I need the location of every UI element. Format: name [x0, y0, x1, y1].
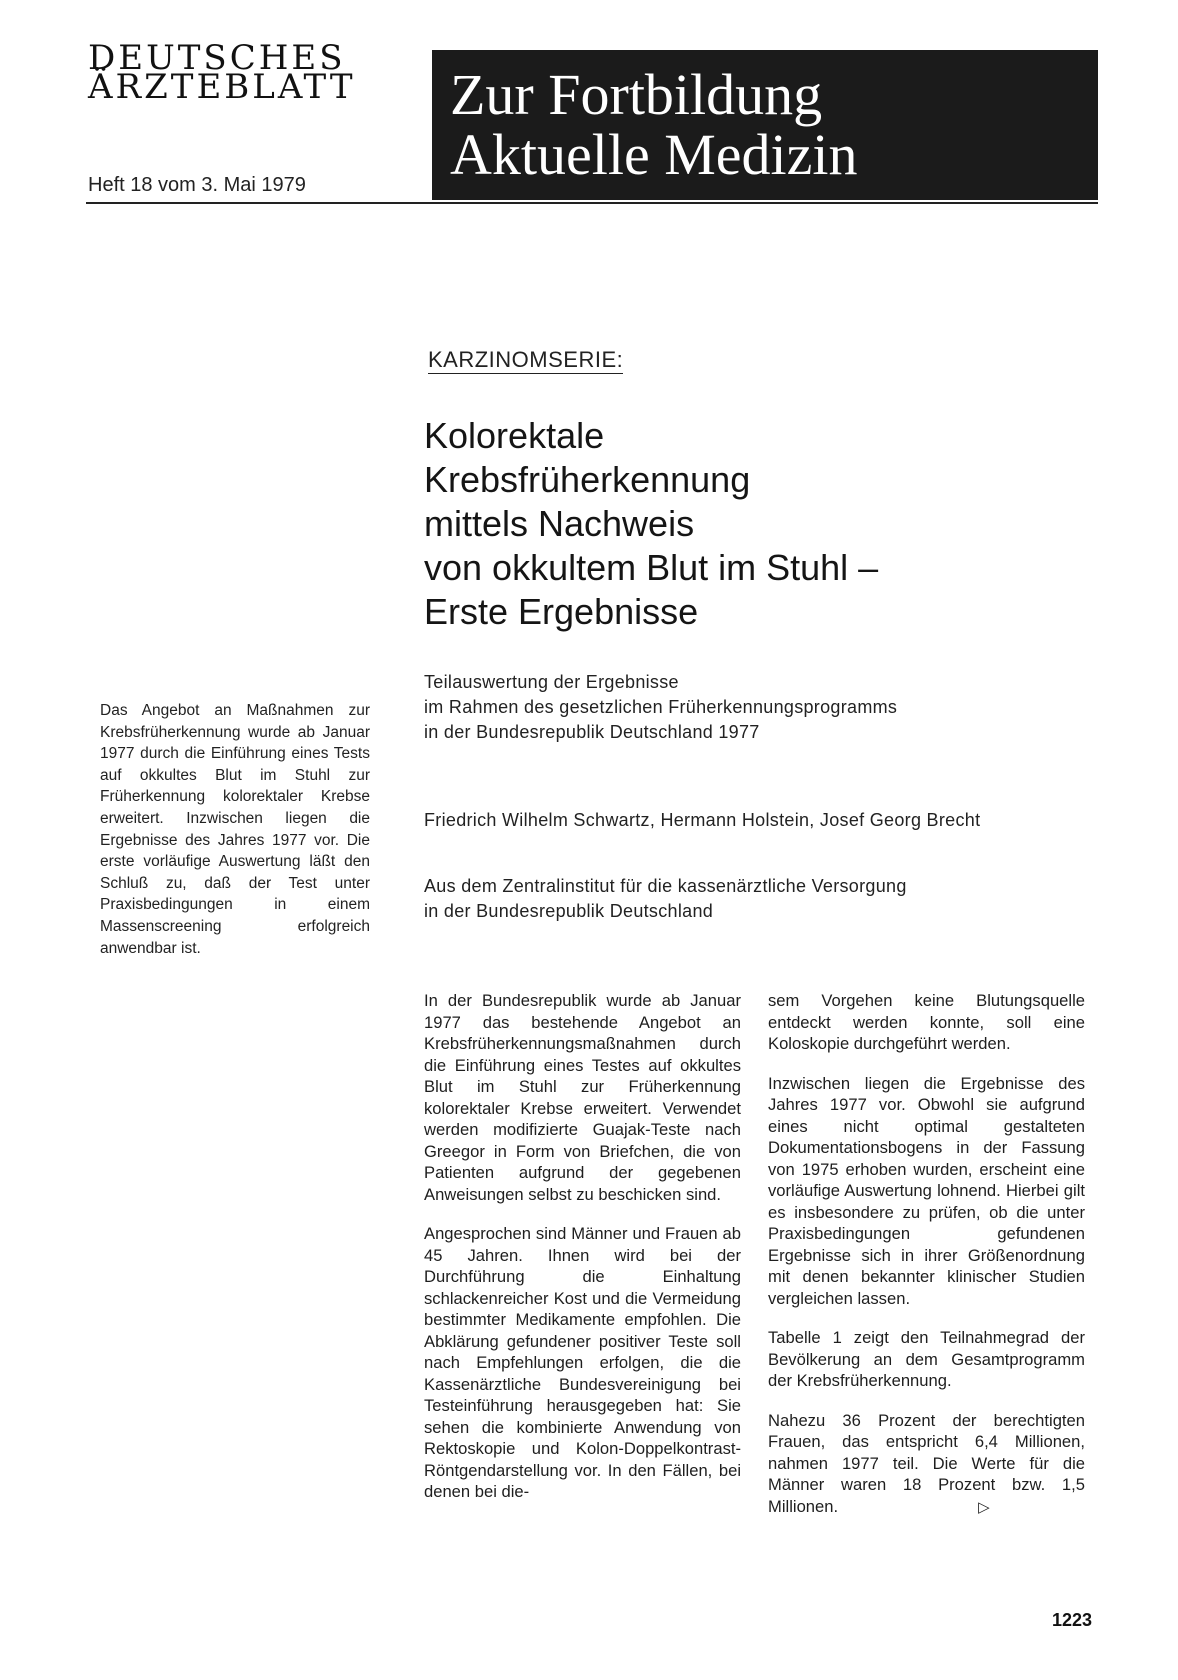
body-paragraph — [768, 1410, 1085, 1519]
subtitle-line: im Rahmen des gesetzlichen Früherkennungsprogramms — [424, 697, 898, 717]
masthead-line-2: ÄRZTEBLATT — [88, 67, 356, 107]
article-title-line: Kolorektale — [424, 415, 605, 456]
continue-arrow-icon: ▷ — [978, 1498, 990, 1516]
issue-info: Heft 18 vom 3. Mai 1979 — [88, 174, 306, 196]
header-rule — [86, 202, 1098, 204]
body-paragraph: In der Bundesrepublik wurde ab Januar 1977 das bestehende Angebot an Krebsfrüherkennungsmaßnahmen durch die Einführung eines Testes auf okkultes Blut im Stuhl zur Früherkennung kolorektaler Krebse erweitert. Verwendet werden modifizierte Guajak-Teste nach Greegor in Form von Briefchen, die von Patienten aufgrund der gegebenen Anweisungen selbst zu beschicken sind. — [424, 991, 741, 1204]
banner-line-1: Zur Fortbildung — [450, 62, 823, 127]
body-column-2 — [768, 990, 1085, 1518]
article-title-line: mittels Nachweis — [424, 503, 695, 544]
body-paragraph: sem Vorgehen keine Blutungsquelle entdeckt werden konnte, soll eine Koloskopie durchgeführt werden. — [768, 991, 1085, 1053]
institution-line: Aus dem Zentralinstitut für die kassenärztliche Versorgung — [424, 876, 907, 896]
body-paragraph-text: Nahezu 36 Prozent der berechtigten Frauen, das entspricht 6,4 Millionen, nahmen 1977 teil. Die Werte für die Männer waren 18 Prozent bzw. 1,5 Millionen. — [768, 1410, 1085, 1516]
institution-line: in der Bundesrepublik Deutschland — [424, 901, 714, 921]
author-line: Friedrich Wilhelm Schwartz, Hermann Holstein, Josef Georg Brecht — [424, 810, 981, 830]
body-paragraph: Angesprochen sind Männer und Frauen ab 45 Jahren. Ihnen wird bei der Durchführung die Einhaltung schlackenreicher Kost und die Vermeidung bestimmter Medikamente empfohlen. Die Abklärung gefundener positiver Teste soll nach Empfehlungen erfolgen, die die Kassenärztliche Bundesvereinigung bei Testeinführung herausgegeben hat: Sie sehen die kombinierte Anwendung von Rektoskopie und Kolon-Doppelkontrast-Röntgendarstellung vor. In den Fällen, bei denen bei die- — [424, 1224, 741, 1501]
subtitle-line: in der Bundesrepublik Deutschland 1977 — [424, 722, 760, 742]
banner-line-2: Aktuelle Medizin — [450, 122, 858, 187]
series-label: KARZINOMSERIE: — [428, 347, 624, 372]
body-paragraph: Tabelle 1 zeigt den Teilnahmegrad der Bevölkerung an dem Gesamtprogramm der Krebsfrüherkennung. — [768, 1328, 1085, 1390]
masthead-line-1: DEUTSCHES — [88, 38, 346, 78]
page-number: 1223 — [1052, 1610, 1093, 1630]
subtitle-line: Teilauswertung der Ergebnisse — [424, 672, 679, 692]
lead-abstract: Das Angebot an Maßnahmen zur Krebsfrüherkennung wurde ab Januar 1977 durch die Einführung eines Tests auf okkultes Blut im Stuhl zur Früherkennung kolorektaler Krebse erweitert. Inzwischen liegen die Ergebnisse des Jahres 1977 vor. Die erste vorläufige Auswertung läßt den Schluß zu, daß der Test unter Praxisbedingungen in einem Massenscreening erfolgreich anwendbar ist. — [100, 702, 370, 957]
article-title-line: Krebsfrüherkennung — [424, 459, 751, 500]
body-paragraph: Inzwischen liegen die Ergebnisse des Jahres 1977 vor. Obwohl sie aufgrund eines nicht optimal gestalteten Dokumentationsbogens in der Fassung von 1975 erhoben wurden, erscheint eine vorläufige Auswertung lohnend. Hierbei gilt es insbesondere zu prüfen, ob die unter Praxisbedingungen gefundenen Ergebnisse sich in ihrer Größenordnung mit denen bekannter klinischer Studien vergleichen lassen. — [768, 1073, 1085, 1308]
article-title-line: Erste Ergebnisse — [424, 591, 699, 632]
masthead-logo — [88, 38, 418, 107]
body-column-1 — [424, 990, 741, 1521]
article-title-line: von okkultem Blut im Stuhl – — [424, 547, 879, 588]
